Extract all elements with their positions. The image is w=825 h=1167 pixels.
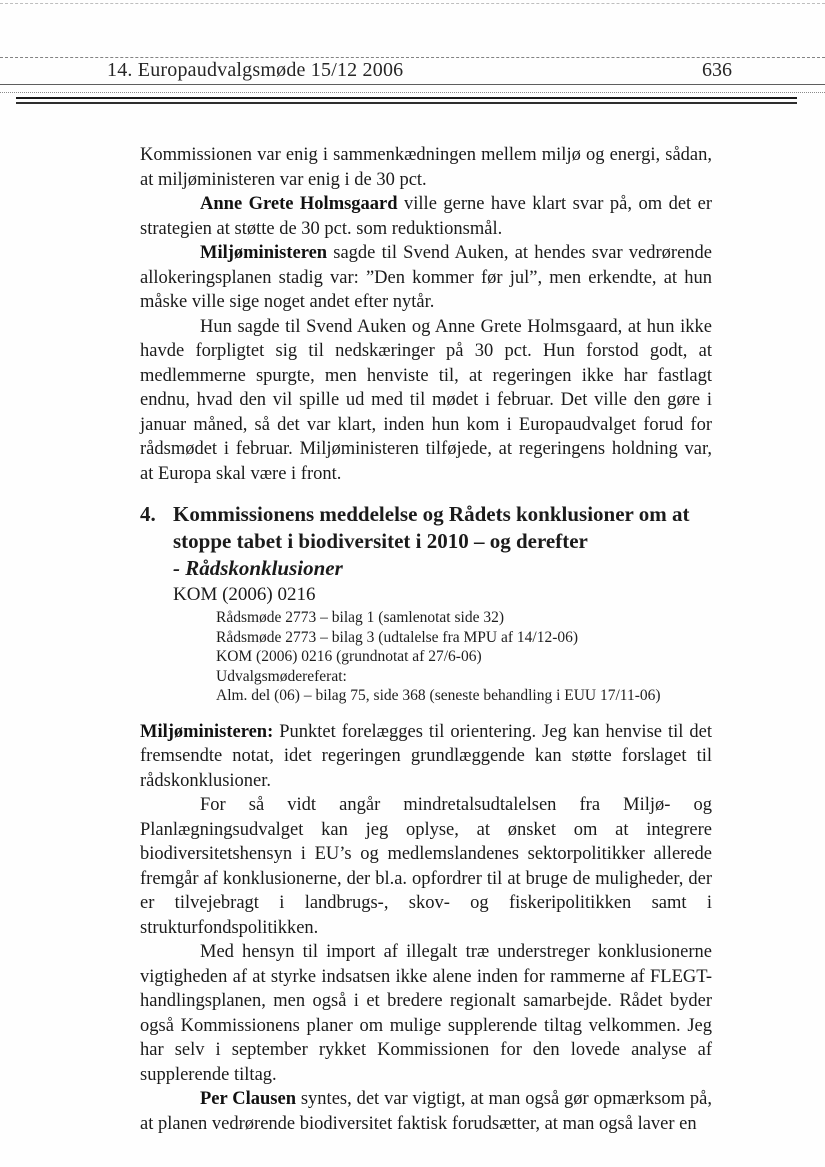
running-header-title: 14. Europaudvalgsmøde 15/12 2006 xyxy=(107,59,404,81)
agenda-item-heading xyxy=(140,501,712,706)
header-dotted-rule xyxy=(0,92,825,93)
document-reference: KOM (2006) 0216 xyxy=(173,584,316,605)
agenda-item-body xyxy=(173,501,712,706)
header-underline-rule xyxy=(0,84,825,85)
paragraph-text: Hun sagde til Svend Auken og Anne Grete Holmsgaard, at hun ikke havde forpligtet sig til nedskæringer på 30 pct. Hun forstod godt, at medlemmerne spurgte, men henviste til, at regeringen ikke har fastlagt endnu, hvad den vil spille ud med til mødet i februar. Det ville den gøre i januar måned, så det var klart, inden hun kom i Europaudvalget forud for rådsmødet i februar. Miljøministeren tilføjede, at regeringens holdning var, at Europa skal være i front. xyxy=(140,316,712,484)
paragraph xyxy=(140,940,712,1087)
paragraph-text: syntes, det var vigtigt, at man også gør opmærksom på, at planen vedrørende biodiversitet faktisk forudsætter, at man også laver en xyxy=(140,1089,712,1134)
paragraph-text: ville gerne have klart svar på, om det er strategien at støtte de 30 pct. som reduktionsmål. xyxy=(140,194,712,239)
paragraph xyxy=(140,793,712,940)
page-number: 636 xyxy=(702,59,732,81)
reference-item: KOM (2006) 0216 (grundnotat af 27/6-06) xyxy=(216,648,482,665)
agenda-item-discussion xyxy=(140,720,712,1137)
speaker-name: Per Clausen xyxy=(200,1089,296,1109)
paragraph-text: Med hensyn til import af illegalt træ understreger konklusionerne vigtigheden af at styrke indsatsen ikke alene inden for rammerne af FLEGT-handlingsplanen, men også i et bredere regionalt samarbejde. Rådet byder også Kommissionens planer om mulige supplerende tiltag velkommen. Jeg har selv i september rykket Kommissionen for den lovede analyse af supplerende tiltag. xyxy=(140,942,712,1085)
agenda-item-title: Kommissionens meddelelse og Rådets konklusioner om at stoppe tabet i biodiversitet i 2010 – og derefter xyxy=(173,502,690,553)
paragraph xyxy=(140,143,712,192)
reference-item: Rådsmøde 2773 – bilag 1 (samlenotat side 32) xyxy=(216,609,504,626)
speaker-name: Miljøministeren: xyxy=(140,721,274,742)
speaker-name: Anne Grete Holmsgaard xyxy=(200,194,398,214)
paragraph-text: Kommissionen var enig i sammenkædningen mellem miljø og energi, sådan, at miljøministeren var enig i de 30 pct. xyxy=(140,145,712,190)
reference-item: Alm. del (06) – bilag 75, side 368 (seneste behandling i EUU 17/11-06) xyxy=(216,687,661,704)
scan-noise-line xyxy=(0,3,825,4)
speaker-name: Miljøministeren xyxy=(200,243,328,263)
paragraph xyxy=(140,720,712,794)
reference-list xyxy=(216,608,712,706)
reference-item: Rådsmøde 2773 – bilag 3 (udtalelse fra MPU af 14/12-06) xyxy=(216,628,579,646)
reference-item: Udvalgsmødereferat: xyxy=(216,667,347,685)
header-top-rule xyxy=(0,57,825,58)
paragraph-text: sagde til Svend Auken, at hendes svar vedrørende allokeringsplanen stadig var: ”Den kommer før jul”, men erkendte, at hun måske ville sige noget andet efter nytår. xyxy=(140,243,712,312)
agenda-item-subtitle: - Rådskonklusioner xyxy=(173,556,343,580)
paragraph-text: For så vidt angår mindretalsudtalelsen fra Miljø- og Planlægningsudvalget kan jeg oplyse, at ønsket om at integrere biodiversitetshensyn i EU’s og medlemslandenes sektorpolitikker allerede fremgår af konklusionerne, der bl.a. opfordrer til at bruge de muligheder, der er tilvejebragt i landbrugs-, skov- og fiskeripolitikken samt i strukturfondspolitikken. xyxy=(140,795,712,938)
paragraph xyxy=(140,192,712,241)
document-body xyxy=(0,143,825,1136)
paragraph xyxy=(140,241,712,315)
paragraph xyxy=(140,315,712,487)
running-header xyxy=(0,59,825,85)
paragraph-text: Punktet forelægges til orientering. Jeg kan henvise til det fremsendte notat, idet regeringen grundlæggende kan støtte forslaget til rådskonklusioner. xyxy=(140,721,712,791)
header-double-rule xyxy=(16,97,797,104)
paragraph xyxy=(140,1087,712,1136)
agenda-item-number: 4. xyxy=(140,502,156,526)
